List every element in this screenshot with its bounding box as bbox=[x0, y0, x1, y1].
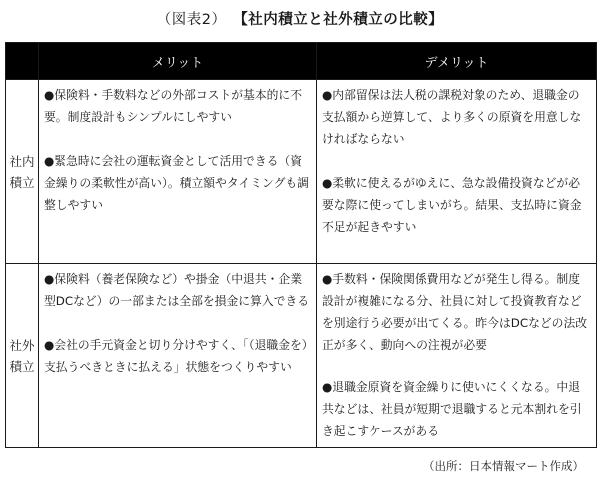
figure-label: （図表2） bbox=[156, 12, 227, 28]
header-demerit: デメリット bbox=[317, 43, 597, 80]
demerit-point: ●内部留保は法人税の課税対象のため、退職金の支払額から逆算して、より多くの原資を用意しなければならない bbox=[322, 88, 582, 146]
row-label-line: 社外 bbox=[9, 337, 35, 353]
table-row-external bbox=[6, 264, 597, 448]
row-label-line: 社内 bbox=[9, 153, 35, 169]
merit-point: ●緊急時に会社の運転資金として活用できる（資金繰りの柔軟性が高い）。積立額やタイミングも調整しやすい bbox=[44, 154, 309, 212]
row-label-external bbox=[6, 264, 39, 448]
merit-point: ●保険料（養老保険など）や掛金（中退共・企業型DCなど）の一部または全部を損金に算入できる bbox=[44, 272, 310, 308]
cell-external-merit bbox=[39, 264, 317, 448]
merit-point: ●会社の手元資金と切り分けやすく、「（退職金を）支払うべきときに払える」状態をつくりやすい bbox=[44, 338, 308, 374]
figure-main-title: 【社内積立と社外積立の比較】 bbox=[240, 12, 444, 28]
row-label-line: 積立 bbox=[9, 174, 35, 190]
cell-external-demerit bbox=[317, 264, 597, 448]
demerit-point: ●柔軟に使えるがゆえに、急な設備投資などが必要な際に使ってしまいがち。結果、支払時に資金不足が起きやすい bbox=[322, 176, 582, 234]
row-label-line: 積立 bbox=[9, 358, 35, 374]
header-row bbox=[6, 43, 597, 80]
cell-internal-demerit bbox=[317, 80, 597, 264]
cell-internal-merit bbox=[39, 80, 317, 264]
comparison-table bbox=[5, 42, 597, 448]
merit-point: ●保険料・手数料などの外部コストが基本的に不要。制度設計もシンプルにしやすい bbox=[44, 88, 303, 124]
source-note: （出所：日本情報マート作成） bbox=[423, 459, 584, 473]
figure-title bbox=[0, 8, 600, 29]
row-label-internal bbox=[6, 80, 39, 264]
demerit-point: ●手数料・保険関係費用などが発生し得る。制度設計が複雑になる分、社員に対して投資教育などを別途行う必要が出てくる。昨今はDCなどの法改正が多く、動向への注視が必要 bbox=[322, 272, 588, 352]
header-merit: メリット bbox=[39, 43, 317, 80]
table-row-internal bbox=[6, 80, 597, 264]
demerit-point: ●退職金原資を資金繰りに使いにくくなる。中退共などは、社員が短期で退職すると元本割れを引き起こすケースがある bbox=[322, 380, 582, 438]
header-corner-cell bbox=[6, 43, 39, 80]
